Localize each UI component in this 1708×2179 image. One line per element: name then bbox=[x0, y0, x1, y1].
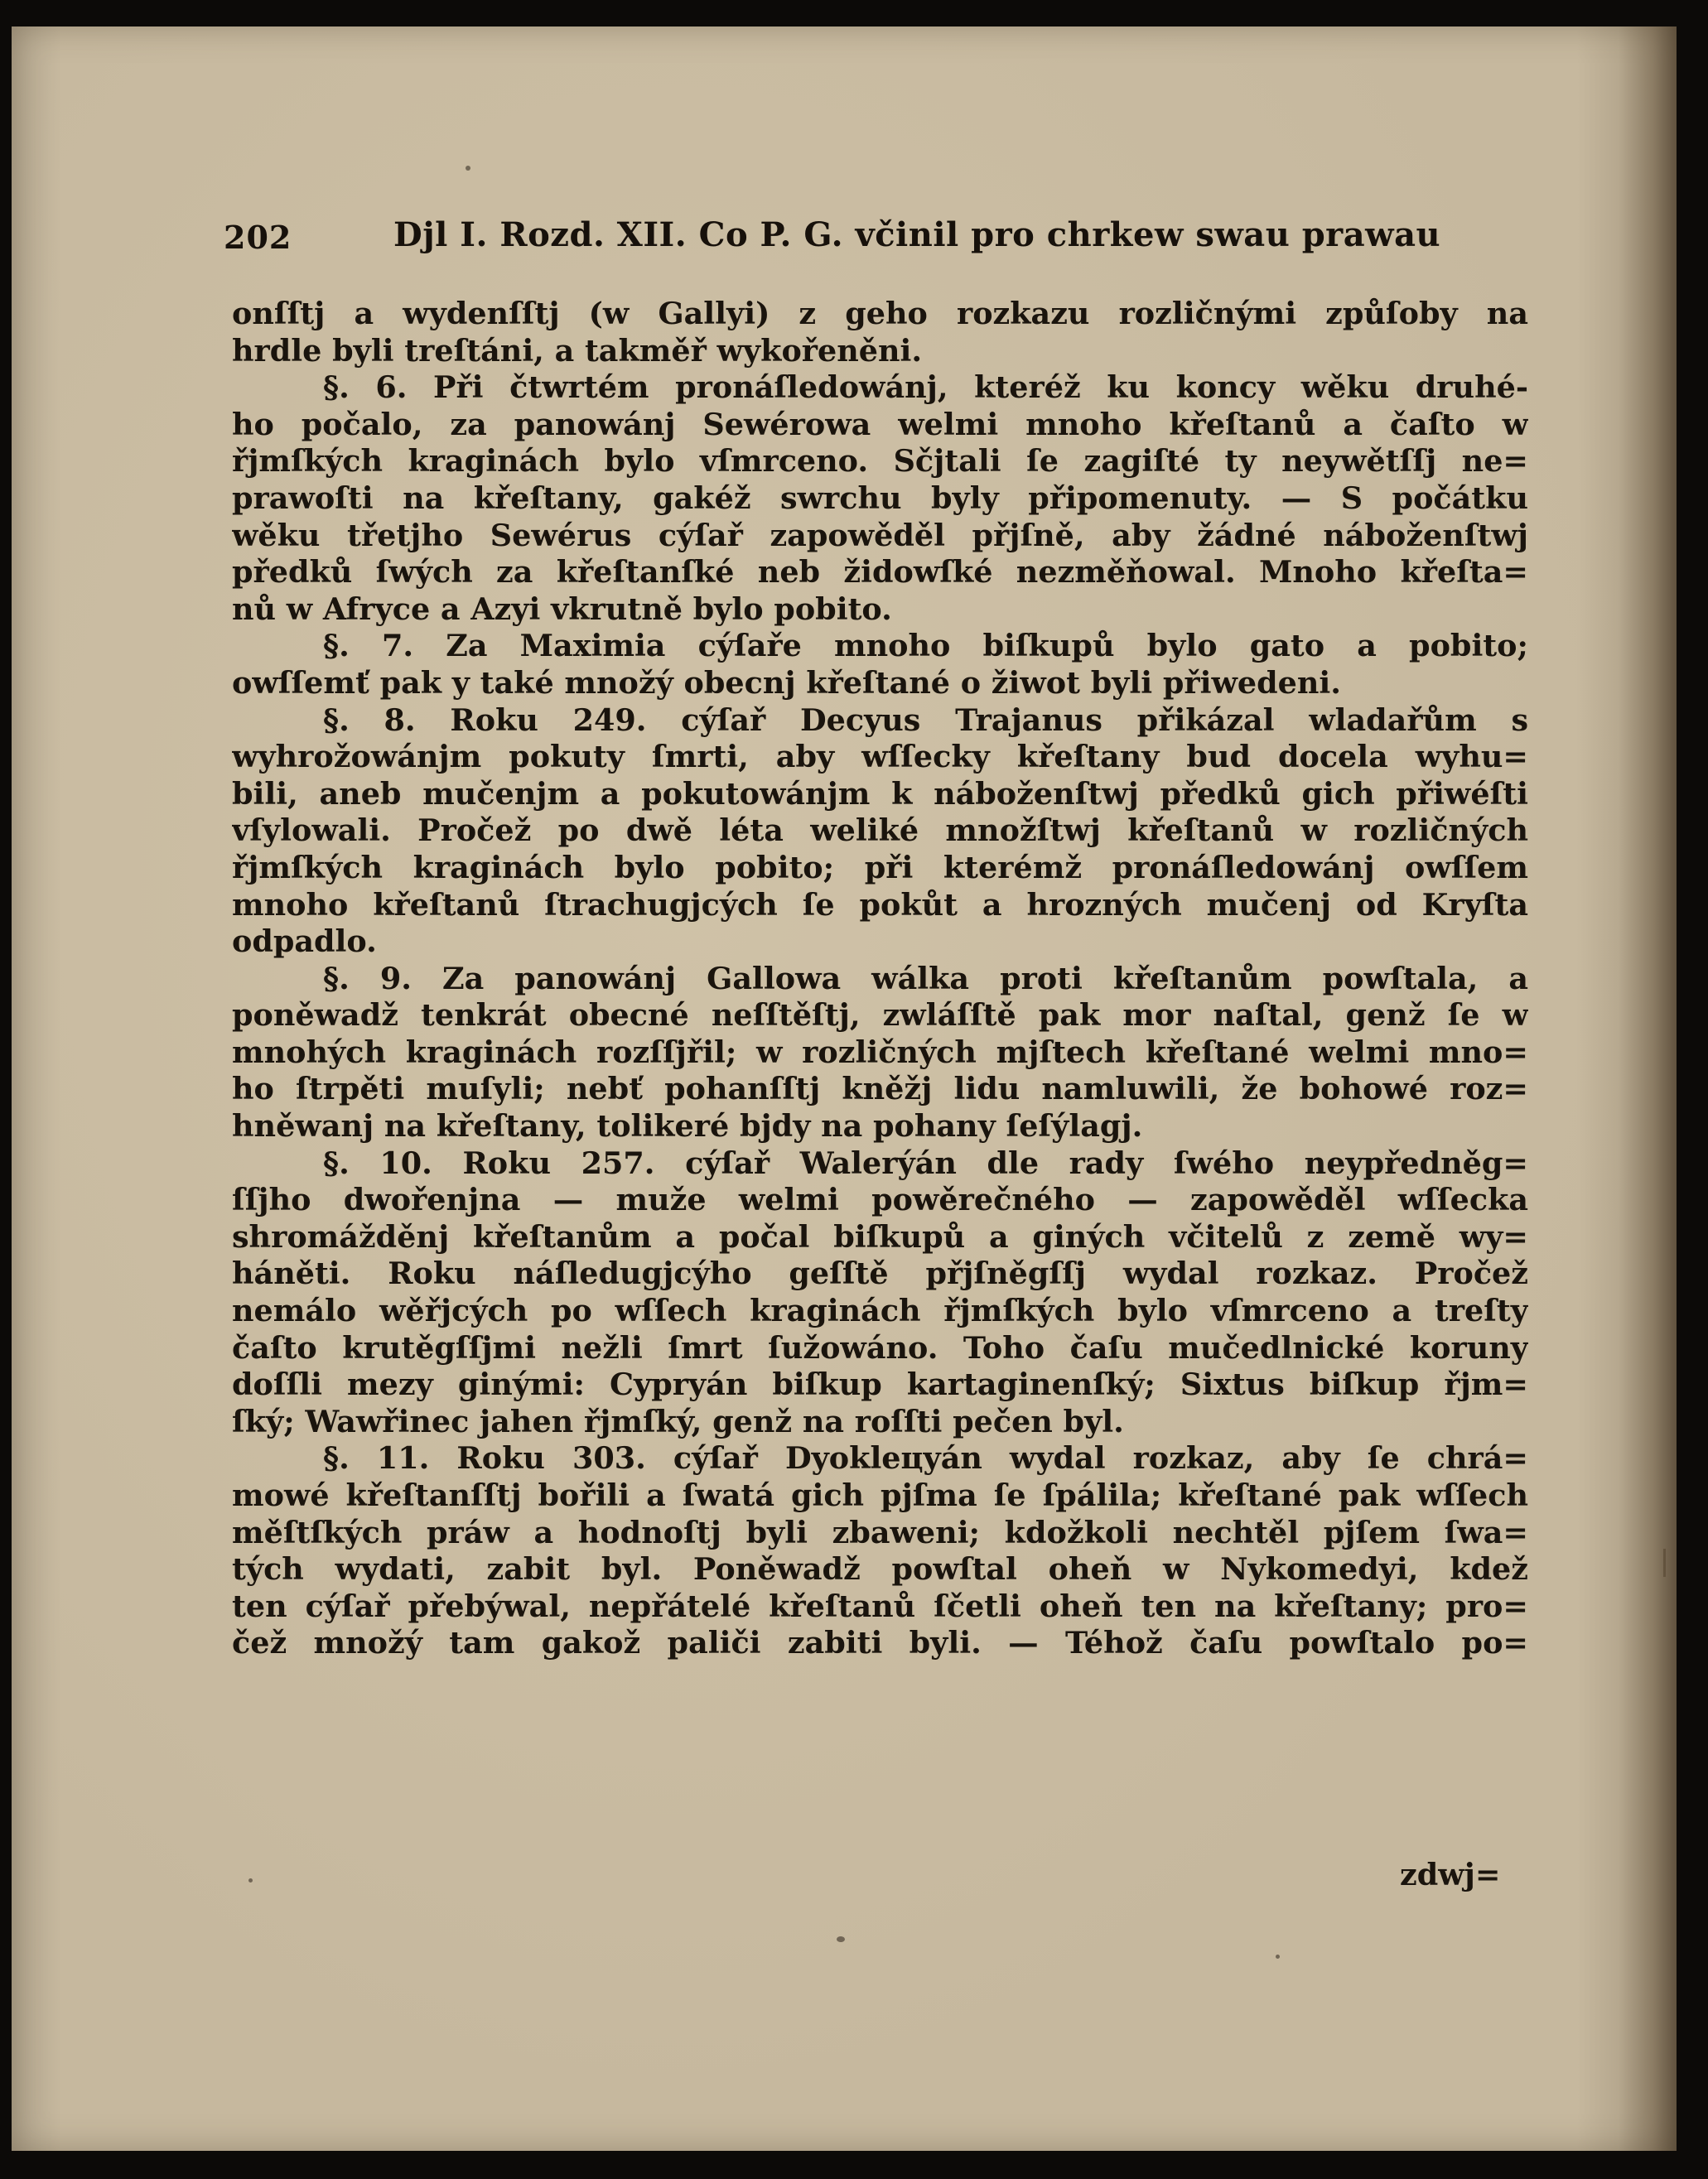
text-line: čaſto krutěgſſjmi nežli ſmrt ſužowáno. Toho čaſu mučedlnické koruny bbox=[232, 1329, 1528, 1366]
text-line: prawoſti na křeſtany, gakéž swrchu byly připomenuty. — S počátku bbox=[232, 480, 1528, 516]
text-line: bili, aneb mučenjm a pokutowánjm k náboženſtwj předků gich přiwéſti bbox=[232, 775, 1528, 812]
text-line: ho ſtrpěti muſyli; nebť pohanſſtj kněžj lidu namluwili, že bohowé roz= bbox=[232, 1071, 1528, 1107]
body-text bbox=[232, 296, 1528, 1662]
text-line: onſſtj a wydenſſtj (w Gallyi) z geho rozkazu rozličnými způſoby na bbox=[232, 296, 1528, 331]
text-line: nemálo wěřjcých po wſſech kraginách řjmſkých bylo vſmrceno a treſty bbox=[232, 1293, 1528, 1329]
text-line: ten cýſař přebýwal, nepřátelé křeſtanů ſčetli oheň ten na křeſtany; pro= bbox=[232, 1588, 1528, 1624]
ink-speck bbox=[466, 166, 470, 171]
text-line: mowé křeſtanſſtj bořili a ſwatá gich pjſma ſe ſpálila; křeſtané pak wſſech bbox=[232, 1478, 1528, 1513]
text-line: předků ſwých za křeſtanſké neb židowſké nezměňowal. Mnoho křeſta= bbox=[232, 554, 1528, 591]
text-line: ho počalo, za panowánj Sewérowa welmi mnoho křeſtanů a čaſto w bbox=[232, 406, 1528, 442]
text-line: měſtſkých práw a hodnoſtj byli zbaweni; kdožkoli nechtěl pjſem ſwa= bbox=[232, 1514, 1528, 1550]
text-line: vſylowali. Pročež po dwě léta weliké množſtwj křeſtanů w rozličných bbox=[232, 812, 1528, 849]
text-line: ſſjho dwořenjna — muže welmi powěrečného — zapowěděl wſſecka bbox=[232, 1182, 1528, 1218]
text-line: tých wydati, zabit byl. Poněwadž powſtal oheň w Nykomedyi, kdež bbox=[232, 1551, 1528, 1588]
text-line: shromážděnj křeſtanům a počal biſkupů a giných včitelů z země wy= bbox=[232, 1218, 1528, 1255]
text-line: wěku třetjho Sewérus cýſař zapowěděl přjſně, aby žádné náboženſtwj bbox=[232, 517, 1528, 553]
text-line: mnoho křeſtanů ſtrachugjcých ſe pokůt a hrozných mučenj od Kryſta bbox=[232, 886, 1528, 923]
text-line: doſſli mezy ginými: Cypryán biſkup kartaginenſký; Sixtus biſkup řjm= bbox=[232, 1367, 1528, 1403]
ink-speck bbox=[1276, 1955, 1280, 1959]
text-line: §. 6. Při čtwrtém pronáſledowánj, kteréž ku koncy wěku druhé- bbox=[323, 369, 1528, 406]
text-line: §. 11. Roku 303. cýſař Dyokleцyán wydal rozkaz, aby ſe chrá= bbox=[323, 1440, 1528, 1477]
text-line: poněwadž tenkrát obecné neſſtěſtj, zwláſſtě pak mor naſtal, genž ſe w bbox=[232, 997, 1528, 1034]
text-line: owſſemť pak y také množý obecnj křeſtané o žiwot byli přiwedeni. bbox=[232, 664, 1341, 701]
page-gutter-shadow bbox=[1619, 27, 1677, 2151]
text-line: řjmſkých kraginách bylo vſmrceno. Sčjtali ſe zagiſté ty neywětſſj ne= bbox=[232, 443, 1528, 480]
ink-speck bbox=[837, 1936, 845, 1942]
margin-mark bbox=[1663, 1549, 1666, 1577]
page-number: 202 bbox=[224, 219, 292, 256]
running-header bbox=[224, 209, 1441, 267]
text-line: háněti. Roku náſledugjcýho geſſtě přjſněgſſj wydal rozkaz. Pročež bbox=[232, 1256, 1528, 1292]
text-line: řjmſkých kraginách bylo pobito; při kterémž pronáſledowánj owſſem bbox=[232, 849, 1528, 885]
text-line: odpadlo. bbox=[232, 923, 377, 960]
text-line: nů w Afrycе a Azyi vkrutně bylo pobito. bbox=[232, 591, 892, 627]
running-title: Djl I. Rozd. XII. Co P. G. včinil pro chrkew swau prawau bbox=[393, 215, 1441, 254]
text-line: §. 7. Za Maximia cýſaře mnoho biſkupů bylo gato a pobito; bbox=[323, 628, 1528, 664]
text-line: §. 8. Roku 249. cýſař Decyus Trajanus přikázal wladařům s bbox=[323, 701, 1528, 738]
text-line: mnohých kraginách rozſſjřil; w rozličných mjſtech křeſtané welmi mno= bbox=[232, 1034, 1528, 1070]
text-line: hrdle byli treſtáni, a takměř wykořeněni. bbox=[232, 332, 923, 369]
text-line: wyhrožowánjm pokuty ſmrti, aby wſſecky křeſtany bud docela wyhu= bbox=[232, 739, 1528, 775]
text-line: hněwanj na křeſtany, tolikeré bjdy na pohany ſeſýlagj. bbox=[232, 1108, 1143, 1145]
text-line: ſký; Wawřinec jahen řjmſký, genž na roſſti pečen byl. bbox=[232, 1403, 1124, 1439]
text-line: §. 10. Roku 257. cýſař Walerýán dle rady ſwého neypředněg= bbox=[323, 1145, 1528, 1181]
catchword: zdwj= bbox=[1400, 1857, 1501, 1892]
ink-speck bbox=[248, 1878, 253, 1883]
text-line: čež množý tam gakož paliči zabiti byli. — Téhož čaſu powſtalo po= bbox=[232, 1625, 1528, 1661]
text-line: §. 9. Za panowánj Gallowa wálka proti křeſtanům powſtala, a bbox=[323, 960, 1528, 996]
